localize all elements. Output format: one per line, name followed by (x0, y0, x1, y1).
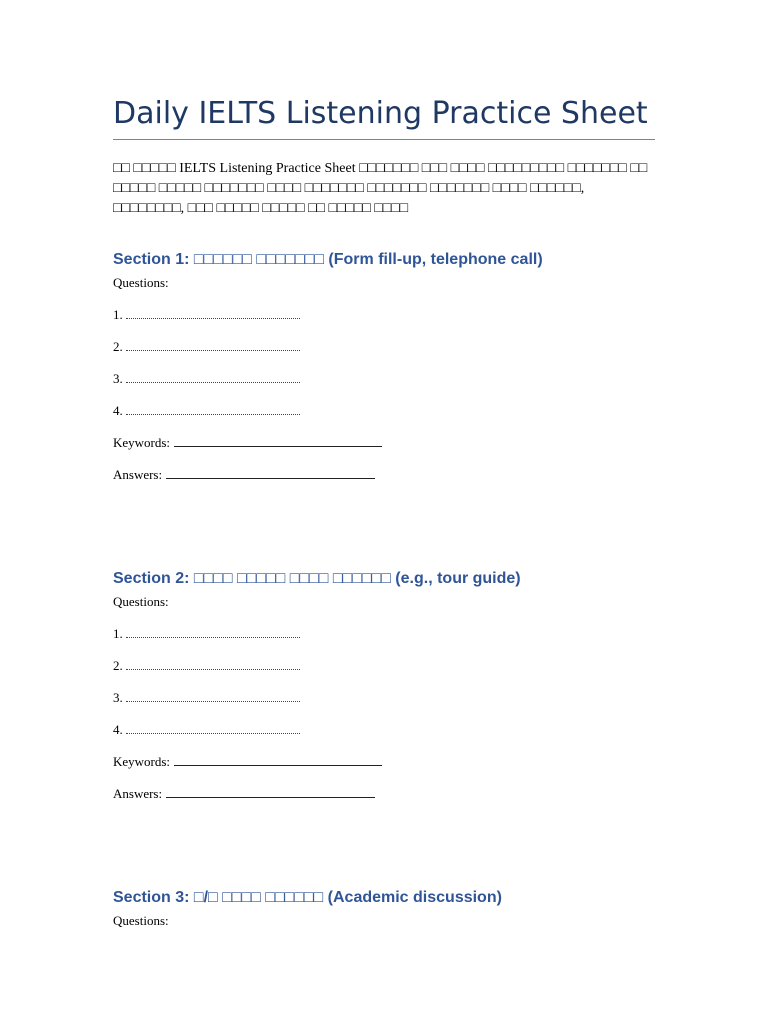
section-2-answers-line[interactable] (113, 785, 375, 803)
section-1-heading: Section 1: □□□□□□ □□□□□□□ (Form fill-up, telephone call) (113, 251, 543, 268)
section-1-question-4[interactable] (113, 402, 300, 420)
section-1-questions-label: Questions: (113, 275, 169, 290)
answer-blank[interactable] (126, 659, 300, 670)
title-underline-divider (113, 139, 655, 140)
question-number: 1. (113, 626, 123, 641)
section-2-question-3[interactable] (113, 689, 300, 707)
section-2-heading: Section 2: □□□□ □□□□□ □□□□ □□□□□□ (e.g., tour guide) (113, 570, 521, 587)
section-2-question-4[interactable] (113, 721, 300, 739)
section-1-answers-line[interactable] (113, 466, 375, 484)
section-3-questions-label: Questions: (113, 913, 169, 928)
section-1-question-3[interactable] (113, 370, 300, 388)
section-2-question-2[interactable] (113, 657, 300, 675)
section-2-question-1[interactable] (113, 625, 300, 643)
question-number: 4. (113, 403, 123, 418)
question-number: 2. (113, 339, 123, 354)
question-number: 2. (113, 658, 123, 673)
section-1-keywords-line[interactable] (113, 434, 382, 452)
answer-blank[interactable] (126, 627, 300, 638)
keywords-blank[interactable] (174, 436, 382, 447)
section-2-questions-label: Questions: (113, 594, 169, 609)
answer-blank[interactable] (126, 404, 300, 415)
section-3-heading: Section 3: □/□ □□□□ □□□□□□ (Academic discussion) (113, 889, 502, 906)
answer-blank[interactable] (126, 340, 300, 351)
section-2-keywords-line[interactable] (113, 753, 382, 771)
intro-paragraph: □□ □□□□□ IELTS Listening Practice Sheet □□□□□□□ □□□ □□□□ □□□□□□□□□ □□□□□□□ □□ □□□□□ □□□□□ □□□□□□□ □□□□ □□□□□□□ □□□□□□□ □□□□□□□ □□□□ □□□□□□, □□□□□□□□, □□□ □□□□□ □□□□□ □□ □□□□□ □□□□ (113, 161, 648, 216)
section-1-question-2[interactable] (113, 338, 300, 356)
answer-blank[interactable] (126, 691, 300, 702)
keywords-label: Keywords: (113, 435, 171, 450)
question-number: 4. (113, 722, 123, 737)
question-number: 3. (113, 371, 123, 386)
page-title: Daily IELTS Listening Practice Sheet (113, 96, 648, 131)
answer-blank[interactable] (126, 723, 300, 734)
answers-label: Answers: (113, 786, 163, 801)
keywords-blank[interactable] (174, 755, 382, 766)
answer-blank[interactable] (126, 308, 300, 319)
keywords-label: Keywords: (113, 754, 171, 769)
section-1-question-1[interactable] (113, 306, 300, 324)
answers-blank[interactable] (166, 787, 375, 798)
question-number: 3. (113, 690, 123, 705)
answer-blank[interactable] (126, 372, 300, 383)
answers-blank[interactable] (166, 468, 375, 479)
answers-label: Answers: (113, 467, 163, 482)
question-number: 1. (113, 307, 123, 322)
